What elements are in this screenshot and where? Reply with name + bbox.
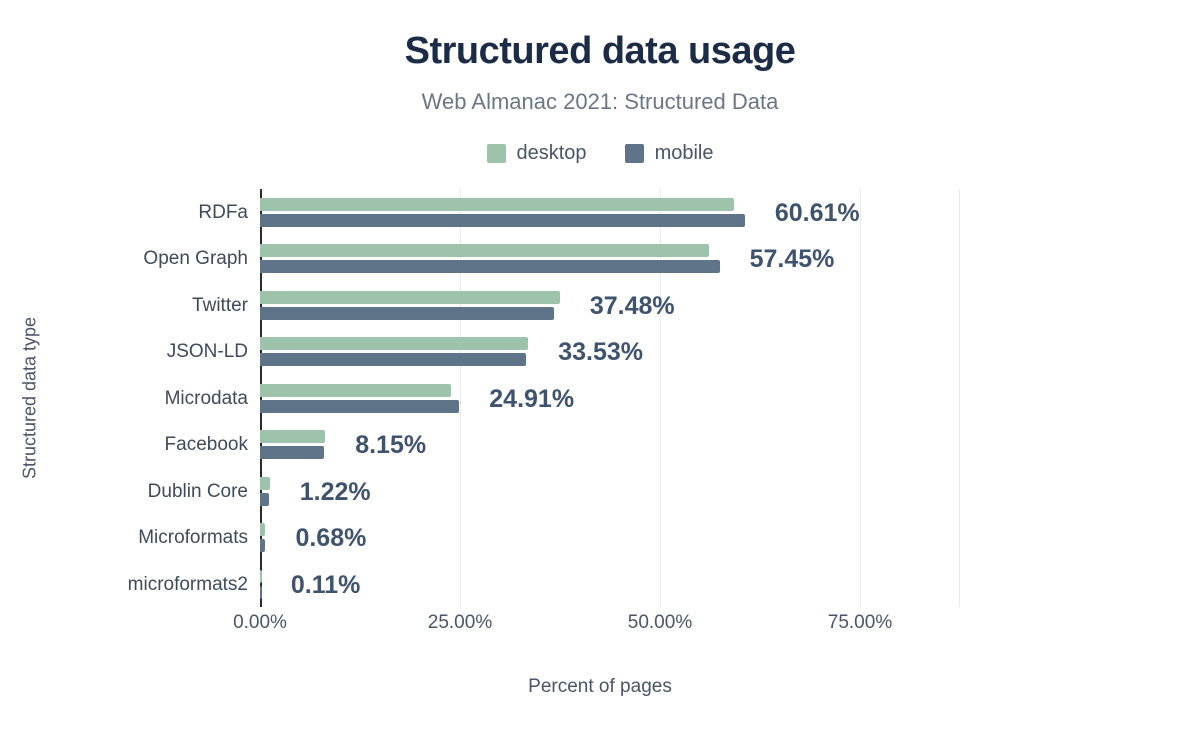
bar-desktop[interactable] <box>260 337 528 350</box>
y-tick-label: microformats2 <box>127 573 248 595</box>
bar-mobile[interactable] <box>260 493 269 506</box>
bar-group <box>260 235 960 281</box>
bar-desktop[interactable] <box>260 523 265 536</box>
y-tick-label: RDFa <box>198 202 248 223</box>
bar-value-label: 0.11% <box>290 570 361 599</box>
y-tick-label: Twitter <box>192 294 248 316</box>
bar-value-label: 8.15% <box>355 431 427 460</box>
y-tick-label: JSON-LD <box>166 341 248 363</box>
bar-mobile[interactable] <box>260 400 459 413</box>
bar-group <box>260 375 960 421</box>
y-axis-title: Structured data type <box>19 316 40 480</box>
bar-desktop[interactable] <box>260 198 734 211</box>
chart-subtitle: Web Almanac 2021: Structured Data <box>421 89 779 114</box>
bar-mobile[interactable] <box>260 586 262 599</box>
y-tick-label: Dublin Core <box>147 480 248 502</box>
x-tick-label: 25.00% <box>427 612 493 633</box>
legend-item-desktop[interactable] <box>487 142 587 165</box>
y-tick-label: Microdata <box>164 387 248 409</box>
bar-mobile[interactable] <box>260 539 265 552</box>
bar-desktop[interactable] <box>260 384 451 397</box>
bar-desktop[interactable] <box>260 430 325 443</box>
bar-value-label: 1.22% <box>299 477 371 506</box>
y-tick-label: Open Graph <box>143 248 248 270</box>
bar-mobile[interactable] <box>260 446 324 459</box>
bar-value-label: 60.61% <box>774 199 860 227</box>
legend-item-mobile[interactable] <box>625 142 714 165</box>
bar-mobile[interactable] <box>260 307 554 320</box>
bar-value-label: 57.45% <box>749 245 835 274</box>
bar-value-label: 33.53% <box>558 338 644 367</box>
chart-title: Structured data usage <box>404 30 796 72</box>
legend-label-desktop: desktop <box>516 142 587 164</box>
bar-value-label: 37.48% <box>589 291 675 320</box>
bar-mobile[interactable] <box>260 353 526 366</box>
y-tick-label: Microformats <box>138 527 248 549</box>
legend-label-mobile: mobile <box>654 142 714 164</box>
bar-mobile[interactable] <box>260 260 720 273</box>
x-tick-label: 50.00% <box>627 612 693 633</box>
x-axis-title: Percent of pages <box>528 676 672 697</box>
y-tick-label: Facebook <box>164 434 248 456</box>
bar-value-label: 0.68% <box>295 524 367 553</box>
legend-swatch-mobile <box>625 144 644 163</box>
bar-desktop[interactable] <box>260 477 270 490</box>
bar-desktop[interactable] <box>260 291 560 304</box>
x-tick-label: 0.00% <box>233 612 287 633</box>
legend-swatch-desktop <box>487 144 506 163</box>
bar-mobile[interactable] <box>260 214 745 227</box>
bar-desktop[interactable] <box>260 244 709 257</box>
bar-desktop[interactable] <box>260 570 262 583</box>
bar-group <box>260 561 960 607</box>
bar-value-label: 24.91% <box>489 384 575 413</box>
chart-legend <box>0 142 1200 165</box>
x-tick-label: 75.00% <box>827 612 893 633</box>
